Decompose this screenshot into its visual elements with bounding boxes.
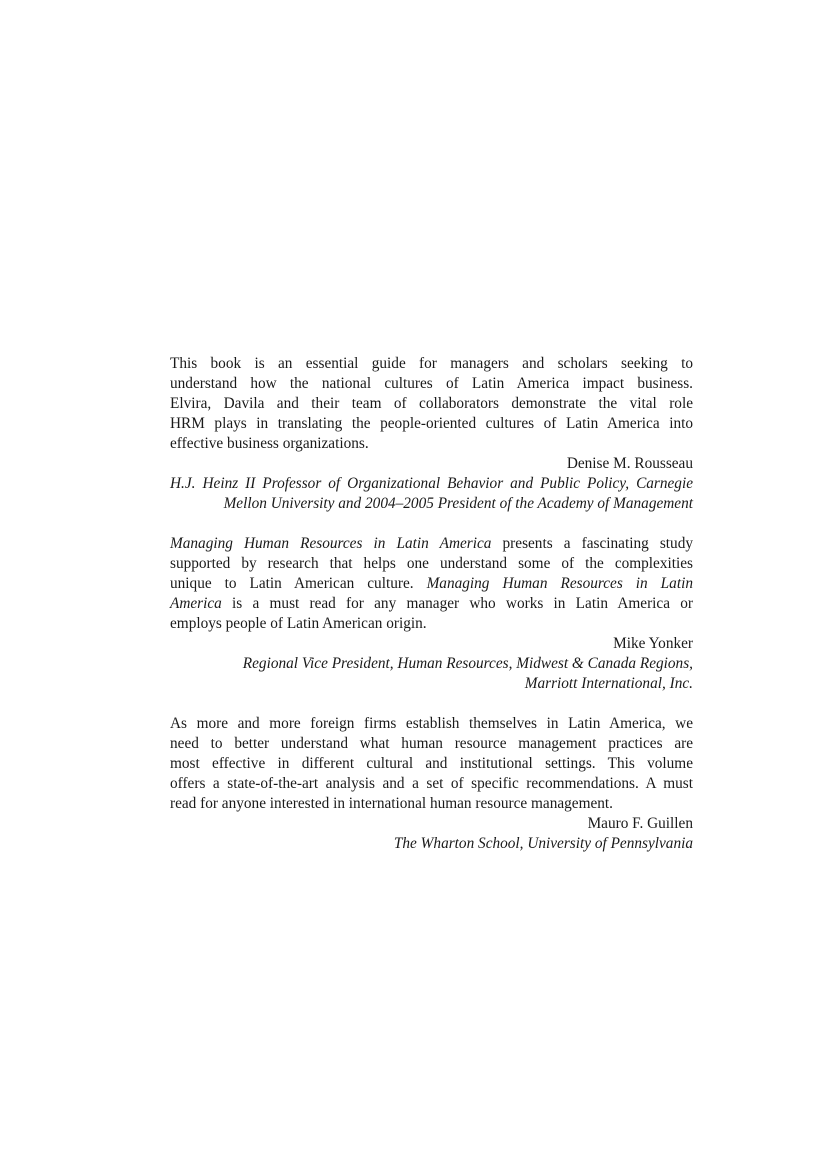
- quote-line: As more and more foreign firms establish themselves in Latin America, we: [170, 715, 693, 732]
- quote-line: [170, 574, 693, 594]
- endorsements-column: [170, 354, 693, 854]
- quote-line: understand how the national cultures of Latin America impact business.: [170, 375, 693, 392]
- quote-line: employs people of Latin American origin.: [170, 615, 427, 632]
- quote-line: supported by research that helps one understand some of the complexities: [170, 555, 693, 572]
- endorsement-attribution: [170, 814, 693, 854]
- endorsement-quote: [170, 354, 693, 454]
- quote-line: offers a state-of-the-art analysis and a set of specific recommendations. A must: [170, 775, 693, 792]
- quote-line: need to better understand what human resource management practices are: [170, 735, 693, 752]
- endorsement-quote: [170, 534, 693, 634]
- quote-text: presents a fascinating study: [491, 535, 693, 552]
- endorsement-quote: [170, 714, 693, 814]
- book-title-italic: Managing Human Resources in Latin: [426, 575, 693, 592]
- endorsement-rousseau: [170, 354, 693, 514]
- quote-line: [170, 594, 693, 614]
- quote-text: unique to Latin American culture.: [170, 575, 427, 592]
- endorser-affiliation: Marriott International, Inc.: [524, 675, 693, 692]
- endorsement-attribution: [170, 454, 693, 514]
- quote-line: HRM plays in translating the people-oriented cultures of Latin America into: [170, 415, 693, 432]
- endorser-affiliation: Mellon University and 2004–2005 President of the Academy of Management: [223, 495, 693, 512]
- endorser-name: Denise M. Rousseau: [566, 455, 693, 472]
- quote-line: [170, 534, 693, 554]
- endorser-affiliation: Regional Vice President, Human Resources, Midwest & Canada Regions,: [242, 655, 693, 672]
- endorsement-yonker: [170, 534, 693, 694]
- book-title-italic: Managing Human Resources in Latin America: [170, 535, 492, 552]
- quote-line: most effective in different cultural and institutional settings. This volume: [170, 755, 693, 772]
- endorsement-guillen: [170, 714, 693, 854]
- endorser-affiliation: H.J. Heinz II Professor of Organizational Behavior and Public Policy, Carnegie: [170, 475, 693, 492]
- quote-text: is a must read for any manager who works in Latin America or: [221, 595, 693, 612]
- endorser-affiliation: The Wharton School, University of Pennsylvania: [393, 835, 693, 852]
- quote-line: This book is an essential guide for managers and scholars seeking to: [170, 355, 693, 372]
- endorsement-attribution: [170, 634, 693, 694]
- quote-line: effective business organizations.: [170, 435, 369, 452]
- book-title-italic: America: [170, 595, 222, 612]
- quote-line: read for anyone interested in international human resource management.: [170, 795, 614, 812]
- endorser-name: Mauro F. Guillen: [587, 815, 693, 832]
- endorser-name: Mike Yonker: [613, 635, 693, 652]
- quote-line: Elvira, Davila and their team of collaborators demonstrate the vital role: [170, 395, 693, 412]
